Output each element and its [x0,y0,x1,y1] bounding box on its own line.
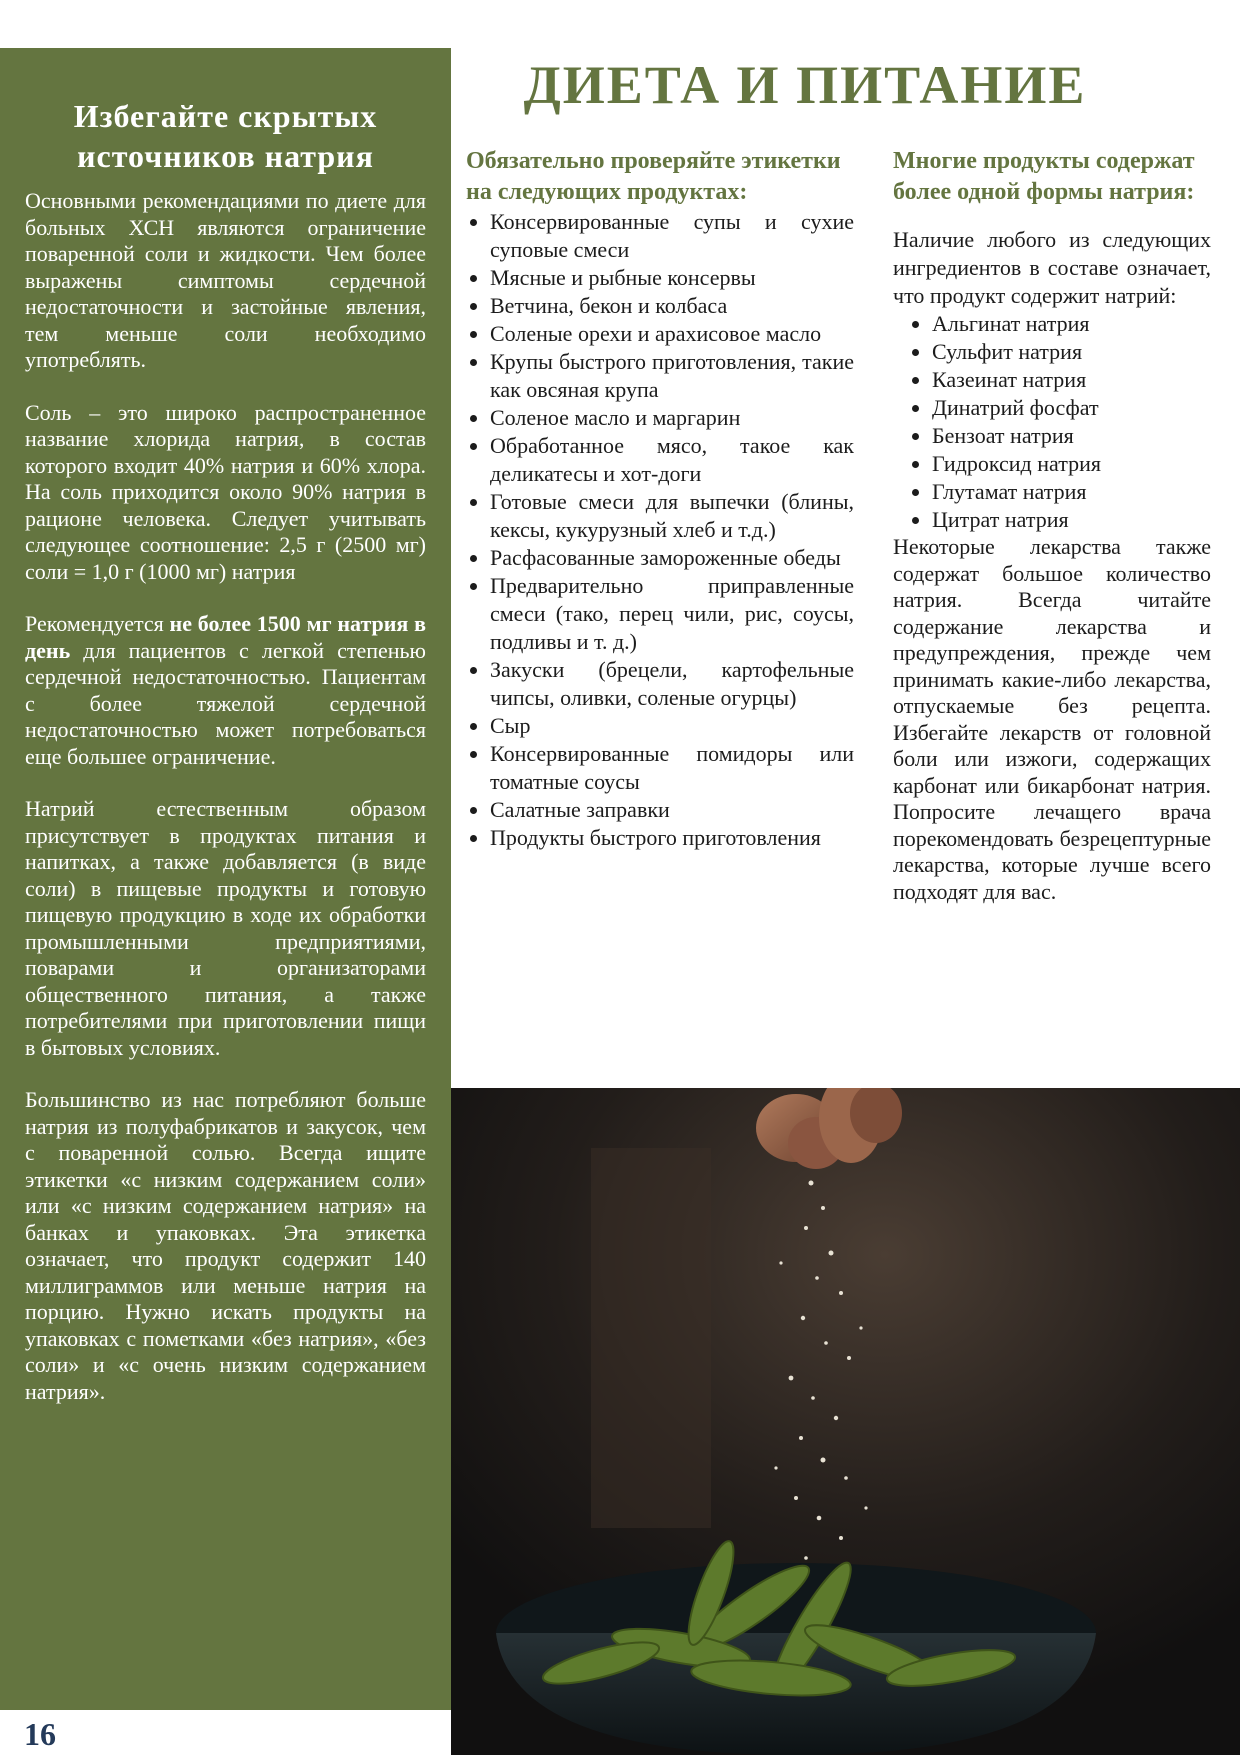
list-item: • Гидроксид натрия [932,450,1211,478]
list-item: • Закуски (брецели, картофельные чипсы, оливки, соленые огурцы) [490,656,854,712]
page-number: 16 [24,1716,56,1752]
column-2-medicines-note: Некоторые лекарства также содержат большое количество натрия. Всегда читайте содержание лекарства и предупреждения, прежде чем принимать какие-либо лекарства, отпускаемые без рецепта. Избегайте лекарств от головной боли или изжоги, содержащих карбонат или бикарбонат натрия. Попросите лечащего врача порекомендовать безрецептурные лекарства, которые лучше всего подходят для вас. [893,534,1211,904]
sidebar-paragraph-2: Соль – это широко распространенное название хлорида натрия, в состав которого входит 40% натрия и 60% хлора. На соль приходится около 90% натрия в рационе человека. Следует учитывать следующее соотношение: 2,5 г (2500 мг) соли = 1,0 г (1000 мг) натрия [25,399,426,584]
list-item: • Бензоат натрия [932,422,1211,450]
list-item: • Соленые орехи и арахисовое масло [490,320,854,348]
column-2-list [893,310,1211,534]
list-item: • Расфасованные замороженные обеды [490,544,854,572]
sidebar-paragraph-3 [25,611,426,770]
list-item: • Сыр [490,712,854,740]
list-item: • Динатрий фосфат [932,394,1211,422]
sidebar-p3-suffix: для пациентов с легкой степенью сердечной недостаточностью. Пациентам с более тяжелой сердечной недостаточностью может потребоваться еще большее ограничение. [25,637,426,769]
list-item: • Готовые смеси для выпечки (блины, кексы, кукурузный хлеб и т.д.) [490,488,854,544]
sidebar-body [0,176,451,1405]
list-item: • Альгинат натрия [932,310,1211,338]
sidebar-paragraph-5: Большинство из нас потребляют больше натрия из полуфабрикатов и закусок, чем с поваренной солью. Всегда ищите этикетки «с низким содержанием соли» или «с низким содержанием натрия» на банках и упаковках. Эта этикетка означает, что продукт содержит 140 миллиграммов или меньше натрия на порцию. Нужно искать продукты на упаковках с пометками «без натрия», «без соли» и «с очень низким содержанием натрия». [25,1087,426,1404]
sidebar-p3-bold: не более 1500 мг натрия в день [25,611,426,663]
list-item: • Ветчина, бекон и колбаса [490,292,854,320]
page-title: ДИЕТА И ПИТАНИЕ [523,55,1087,115]
list-item: • Казеинат натрия [932,366,1211,394]
column-1-heading: Обязательно проверяйте этикетки на следующих продуктах: [466,148,841,205]
list-item: • Предварительно приправленные смеси (тако, перец чили, рис, соусы, подливы и т. д.) [490,572,854,656]
list-item: • Сульфит натрия [932,338,1211,366]
sidebar-p3-prefix: Рекомендуется [25,611,170,636]
list-item: • Глутамат натрия [932,478,1211,506]
list-item: • Консервированные супы и сухие суповые смеси [490,208,854,264]
blurred-background-shape [591,1148,711,1528]
column-check-labels [466,146,854,852]
sidebar-paragraph-1: Основными рекомендациями по диете для больных ХСН являются ограничение поваренной соли и жидкости. Чем более выражены симптомы сердечной недостаточности и застойные явления, тем меньше соли необходимо употреблять. [25,188,426,372]
sidebar-title: Избегайте скрытых источников натрия [73,98,378,174]
list-item: • Обработанное мясо, такое как деликатесы и хот-доги [490,432,854,488]
list-item: • Салатные заправки [490,796,854,824]
list-item: • Цитрат натрия [932,506,1211,534]
sidebar-paragraph-4: Натрий естественным образом присутствует в продуктах питания и напитках, а также добавляется (в виде соли) в пищевые продукты и готовую пищевую продукцию в ходе их обработки промышленными предприятиями, поварами и организаторами общественного питания, а также потребителями при приготовлении пищи в бытовых условиях. [25,796,426,1060]
list-item: • Продукты быстрого приготовления [490,824,854,852]
sidebar-panel [0,48,451,1710]
list-item: • Мясные и рыбные консервы [490,264,854,292]
column-1-list [466,208,854,852]
column-sodium-forms [893,146,1211,905]
list-item: • Крупы быстрого приготовления, такие как овсяная крупа [490,348,854,404]
list-item: • Консервированные помидоры или томатные соусы [490,740,854,796]
photo-illustration [451,1088,1240,1755]
list-item: • Соленое масло и маргарин [490,404,854,432]
column-2-heading: Многие продукты содержат более одной формы натрия: [893,148,1195,205]
column-2-intro: Наличие любого из следующих ингредиентов в составе означает, что продукт содержит натрий: [893,227,1211,308]
salt-sprinkling-photo [451,1088,1240,1755]
